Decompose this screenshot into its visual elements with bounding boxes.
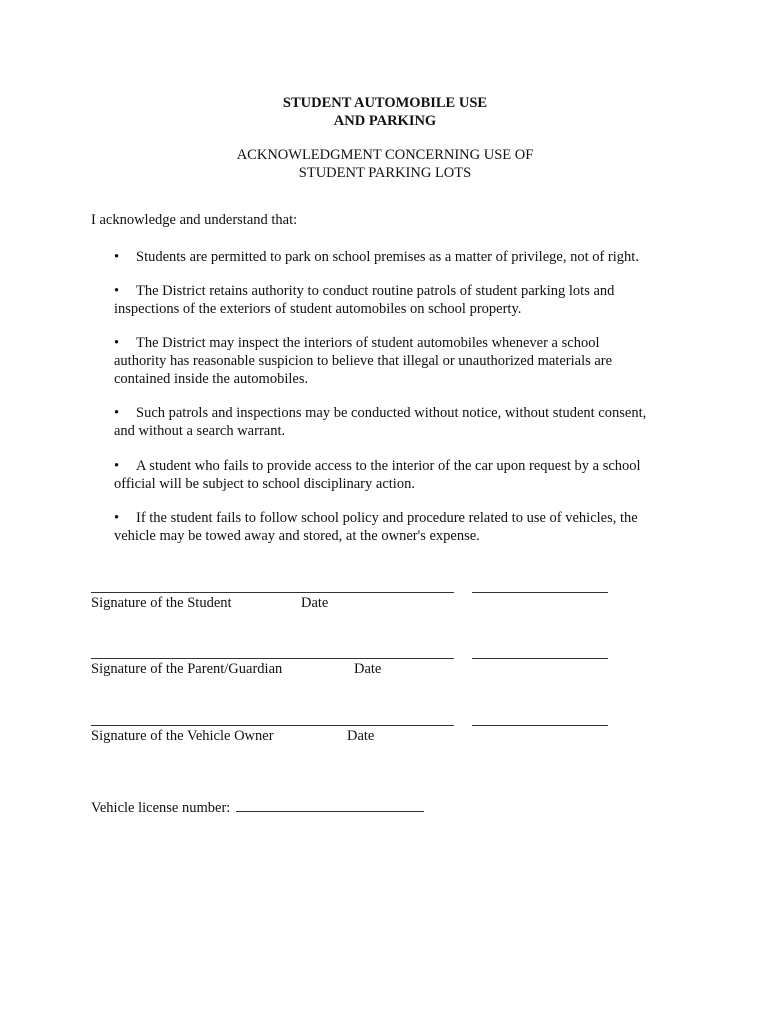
owner-date-line[interactable] xyxy=(472,725,608,726)
bullet-item-patrols xyxy=(114,282,694,318)
bullet-item-no-notice xyxy=(114,404,694,440)
student-date-line[interactable] xyxy=(472,592,608,593)
vehicle-license-field[interactable] xyxy=(236,797,424,812)
student-signature-line[interactable] xyxy=(91,592,454,593)
parent-date-line[interactable] xyxy=(472,658,608,659)
bullet-icon: • xyxy=(114,283,120,299)
vehicle-license-row xyxy=(91,797,424,817)
parent-date-label: Date xyxy=(354,661,382,677)
bullet-text: A student who fails to provide access to the interior of the car upon request by a school xyxy=(136,458,641,474)
bullet-text: If the student fails to follow school policy and procedure related to use of vehicles, the xyxy=(136,510,638,526)
bullet-item-access xyxy=(114,457,694,493)
bullet-text: The District may inspect the interiors of student automobiles whenever a school xyxy=(136,335,600,351)
intro-text: I acknowledge and understand that: xyxy=(91,212,298,228)
document-title-line-1: STUDENT AUTOMOBILE USE xyxy=(282,95,488,111)
bullet-icon: • xyxy=(114,405,120,421)
parent-signature-label: Signature of the Parent/Guardian xyxy=(91,661,283,677)
bullet-text: vehicle may be towed away and stored, at the owner's expense. xyxy=(114,528,480,544)
bullet-text: The District retains authority to conduct routine patrols of student parking lots and xyxy=(136,283,615,299)
document-subtitle-line-2: STUDENT PARKING LOTS xyxy=(298,165,472,181)
owner-signature-line[interactable] xyxy=(91,725,454,726)
owner-date-label: Date xyxy=(347,728,375,744)
student-date-label: Date xyxy=(301,595,329,611)
bullet-text: inspections of the exteriors of student automobiles on school property. xyxy=(114,301,522,317)
bullet-icon: • xyxy=(114,335,120,351)
student-signature-label: Signature of the Student xyxy=(91,595,232,611)
bullet-item-towing xyxy=(114,509,694,545)
bullet-text: contained inside the automobiles. xyxy=(114,371,309,387)
owner-signature-label: Signature of the Vehicle Owner xyxy=(91,728,274,744)
bullet-text: official will be subject to school disciplinary action. xyxy=(114,476,415,492)
parent-signature-line[interactable] xyxy=(91,658,454,659)
bullet-item-interior-inspection xyxy=(114,334,694,388)
vehicle-license-label: Vehicle license number: xyxy=(91,800,231,816)
document-title-line-2: AND PARKING xyxy=(333,113,437,129)
bullet-text: authority has reasonable suspicion to believe that illegal or unauthorized materials are xyxy=(114,353,613,369)
bullet-text: and without a search warrant. xyxy=(114,423,286,439)
bullet-icon: • xyxy=(114,249,120,265)
bullet-item-privilege xyxy=(114,248,694,266)
document-subtitle-line-1: ACKNOWLEDGMENT CONCERNING USE OF xyxy=(236,147,534,163)
bullet-icon: • xyxy=(114,458,120,474)
bullet-text: Students are permitted to park on school premises as a matter of privilege, not of right. xyxy=(136,249,639,265)
bullet-icon: • xyxy=(114,510,120,526)
bullet-text: Such patrols and inspections may be conducted without notice, without student consent, xyxy=(136,405,647,421)
